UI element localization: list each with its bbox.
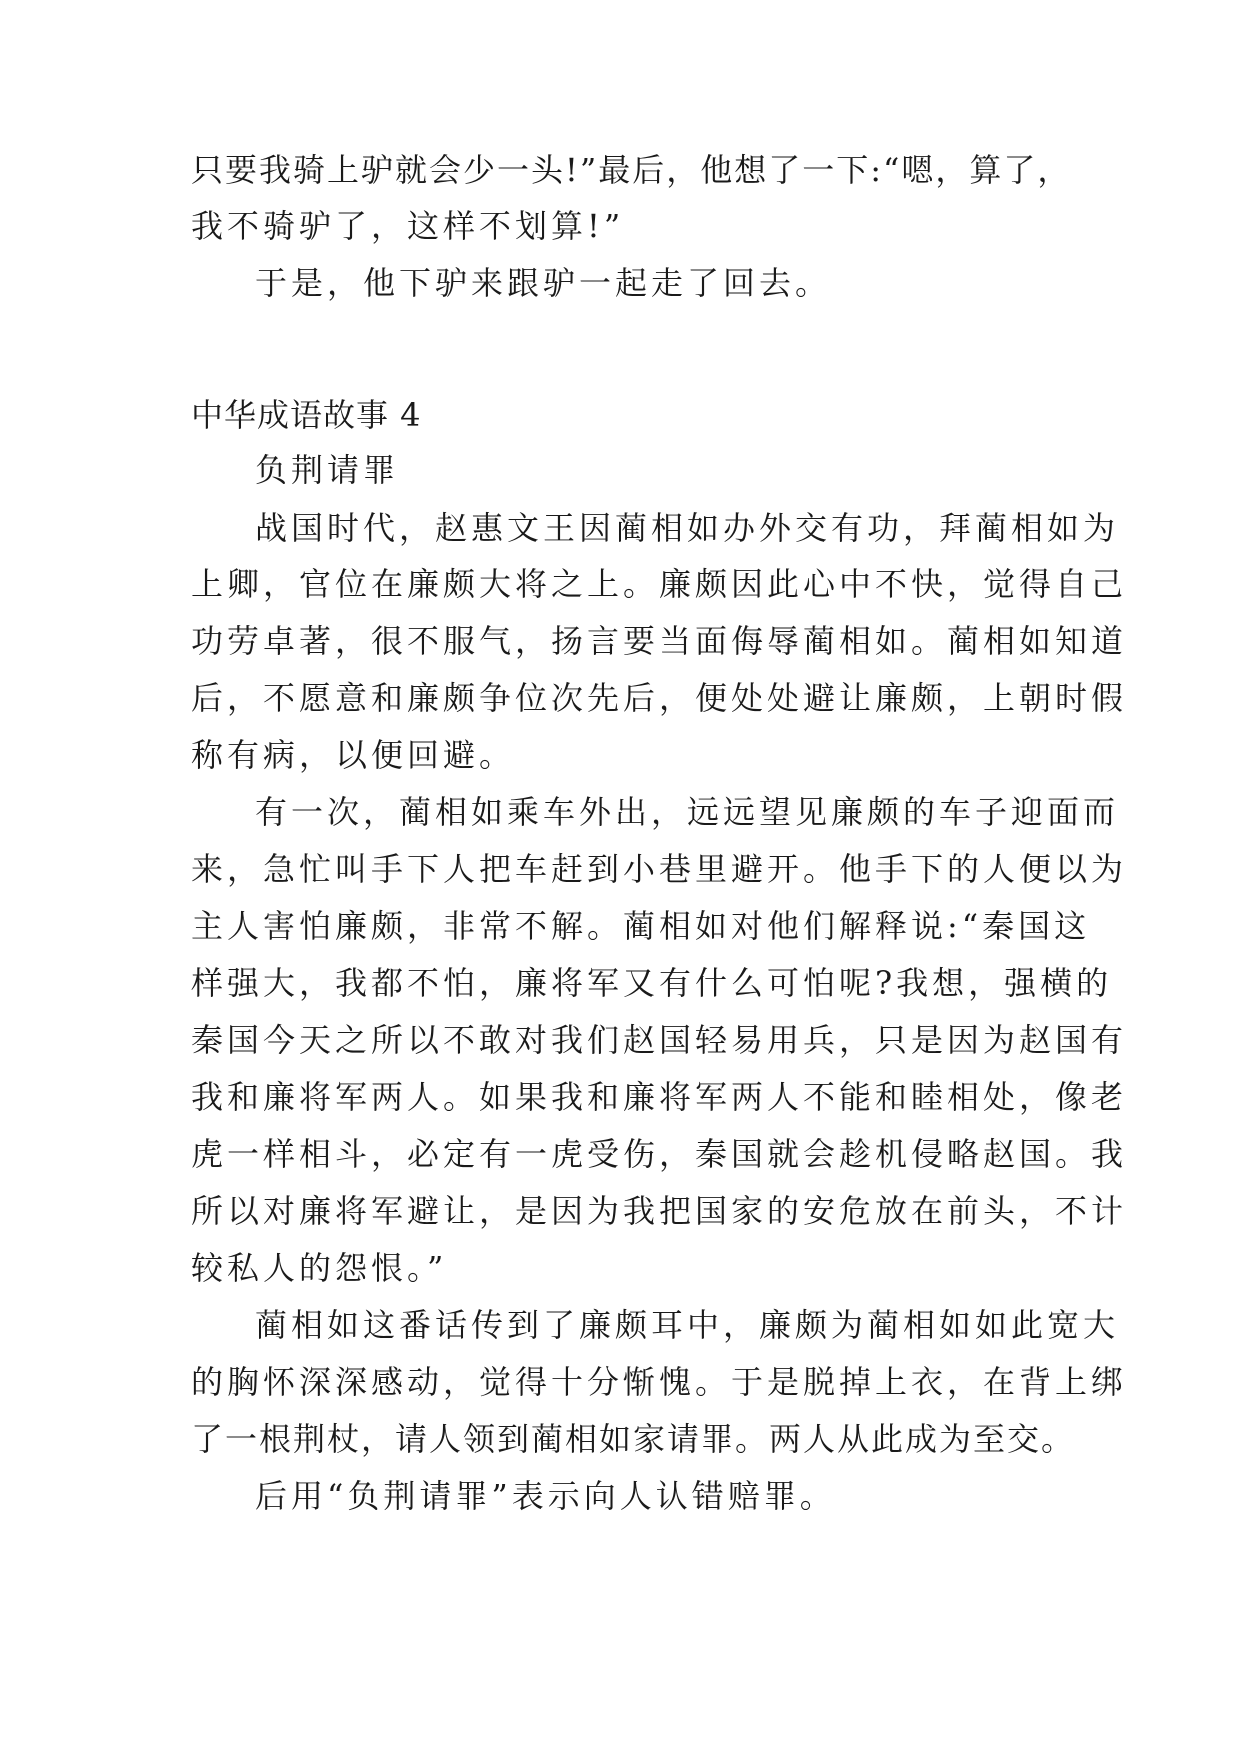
text-line: 后用“负荆请罪”表示向人认错赔罪。: [255, 1477, 836, 1515]
text-line: 只要我骑上驴就会少一头!”最后，他想了一下:“嗯，算了，: [191, 151, 1072, 189]
text-line: 了一根荆杖，请人领到蔺相如家请罪。两人从此成为至交。: [191, 1420, 1076, 1458]
text-line: 所以对廉将军避让，是因为我把国家的安危放在前头，不计: [191, 1192, 1128, 1230]
text-line: 战国时代，赵惠文王因蔺相如办外交有功，拜蔺相如为: [255, 509, 1120, 547]
text-line: 于是，他下驴来跟驴一起走了回去。: [255, 264, 832, 302]
text-line: 样强大，我都不怕，廉将军又有什么可怕呢?我想，强横的: [191, 964, 1113, 1002]
section-heading: 中华成语故事 4: [191, 396, 422, 434]
text-line: 秦国今天之所以不敢对我们赵国轻易用兵，只是因为赵国有: [191, 1021, 1128, 1059]
story-title: 负荆请罪: [255, 451, 400, 489]
text-line: 主人害怕廉颇，非常不解。蔺相如对他们解释说:“秦国这: [191, 907, 1091, 945]
text-line: 蔺相如这番话传到了廉颇耳中，廉颇为蔺相如如此宽大: [255, 1306, 1120, 1344]
text-line: 虎一样相斗，必定有一虎受伤，秦国就会趁机侵略赵国。我: [191, 1135, 1128, 1173]
text-line: 来，急忙叫手下人把车赶到小巷里避开。他手下的人便以为: [191, 850, 1128, 888]
text-line: 我和廉将军两人。如果我和廉将军两人不能和睦相处，像老: [191, 1078, 1128, 1116]
text-line: 称有病，以便回避。: [191, 736, 516, 774]
text-line: 的胸怀深深感动，觉得十分惭愧。于是脱掉上衣，在背上绑: [191, 1363, 1128, 1401]
text-line: 较私人的怨恨。”: [191, 1249, 448, 1287]
text-line: 我不骑驴了，这样不划算!”: [191, 207, 625, 245]
text-line: 上卿，官位在廉颇大将之上。廉颇因此心中不快，觉得自己: [191, 565, 1128, 603]
text-line: 功劳卓著，很不服气，扬言要当面侮辱蔺相如。蔺相如知道: [191, 622, 1128, 660]
text-line: 有一次，蔺相如乘车外出，远远望见廉颇的车子迎面而: [255, 793, 1120, 831]
text-line: 后，不愿意和廉颇争位次先后，便处处避让廉颇，上朝时假: [191, 679, 1128, 717]
